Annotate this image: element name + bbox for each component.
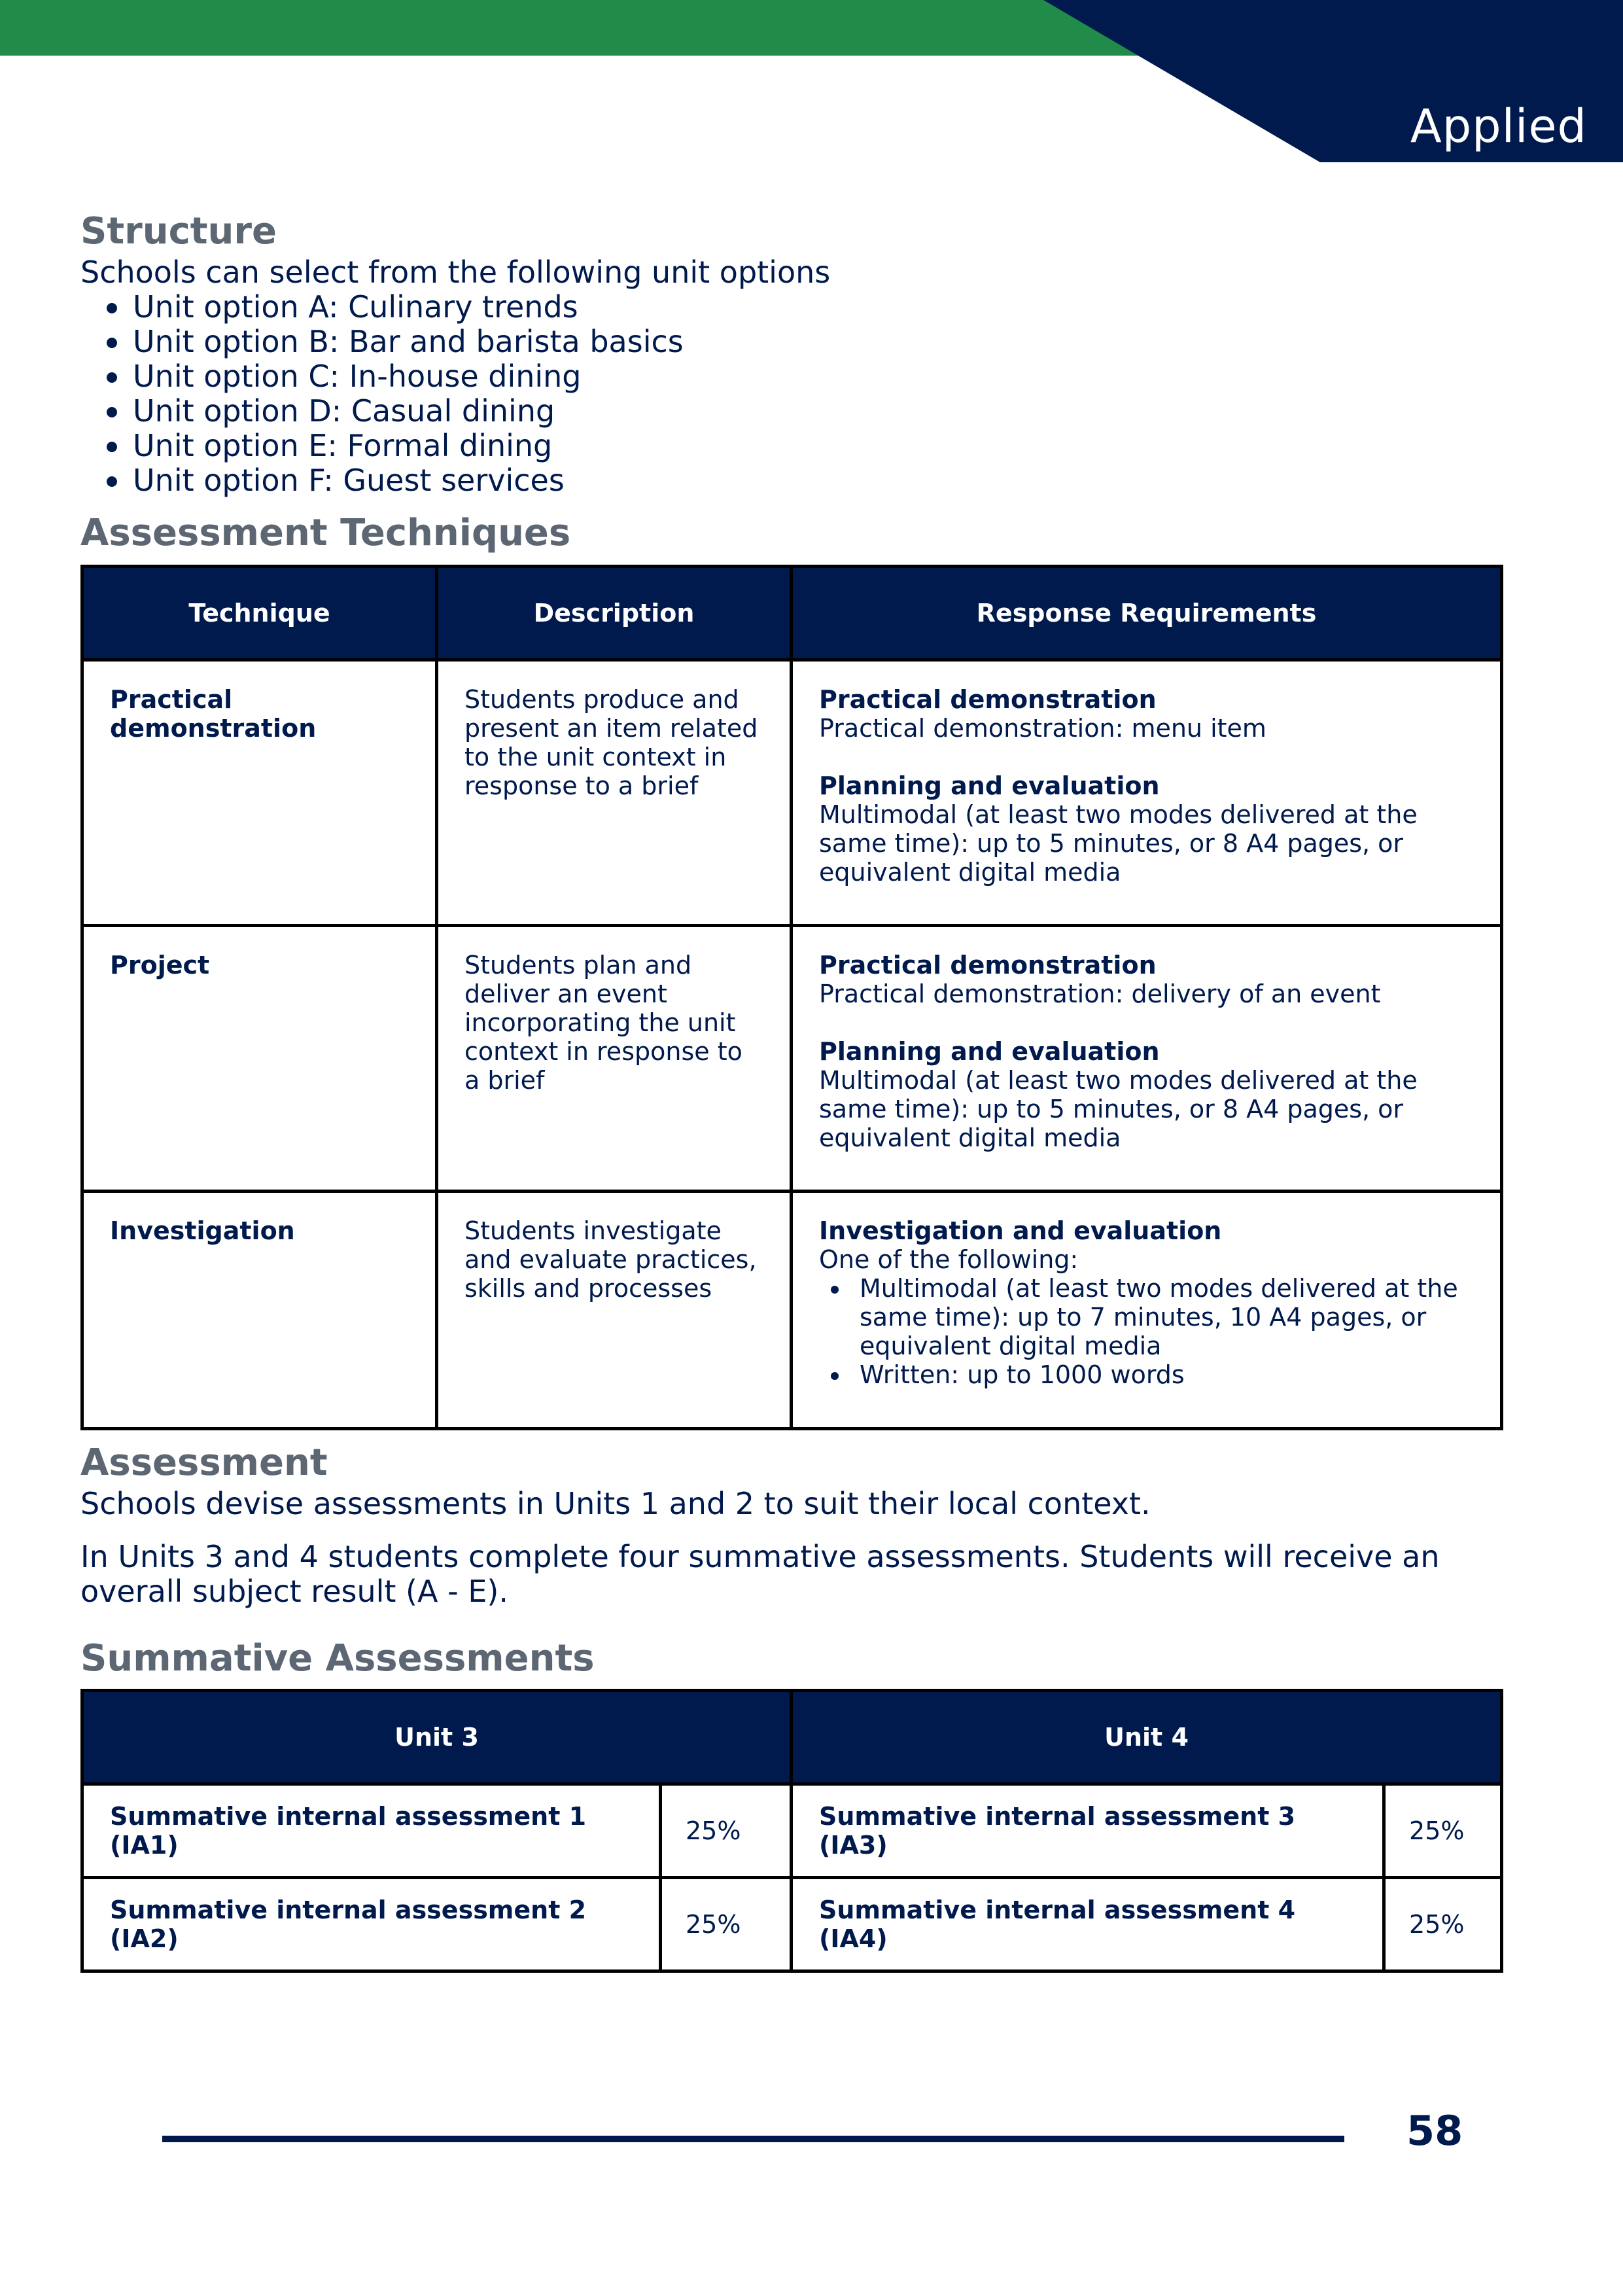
technique-cell: Project [82,926,437,1192]
req-title: Planning and evaluation [819,1037,1160,1066]
list-item: Multimodal (at least two modes delivered at the same time): up to 7 minutes, 10 A4 pages, or equivalent digital media [860,1274,1474,1360]
list-item: Unit option E: Formal dining [103,429,1500,463]
table-row [82,660,1502,926]
list-item: Unit option F: Guest services [103,463,1500,498]
req-list [819,1274,1474,1389]
assessment-label: Summative internal assessment 3 (IA3) [792,1784,1384,1878]
table-row [82,1878,1502,1971]
structure-intro: Schools can select from the following unit options [80,255,831,290]
response-cell [792,660,1502,926]
assessment-weight: 25% [661,1784,792,1878]
description-cell: Students produce and present an item related to the unit context in response to a brief [437,660,792,926]
summative-heading: Summative Assessments [80,1637,595,1680]
list-item: Unit option C: In-house dining [103,359,1500,394]
summative-table [80,1689,1503,1973]
assessment-label: Summative internal assessment 1 (IA1) [82,1784,661,1878]
table-header-row [82,567,1502,660]
unit-options-list [80,290,1500,498]
banner-green-stripe [0,0,1138,56]
table-row [82,1192,1502,1429]
req-title: Practical demonstration [819,685,1157,714]
assessment-weight: 25% [1384,1784,1502,1878]
req-text: Practical demonstration: delivery of an event [819,980,1381,1008]
table-header-row [82,1691,1502,1784]
column-header-unit3: Unit 3 [82,1691,792,1784]
req-title: Practical demonstration [819,951,1157,980]
assessment-heading: Assessment [80,1441,328,1484]
req-text: One of the following: [819,1245,1079,1274]
list-item: Unit option B: Bar and barista basics [103,325,1500,359]
assessment-label: Summative internal assessment 2 (IA2) [82,1878,661,1971]
techniques-table [80,565,1503,1430]
list-item: Written: up to 1000 words [860,1360,1474,1389]
assessment-weight: 25% [661,1878,792,1971]
column-header-unit4: Unit 4 [792,1691,1502,1784]
response-cell [792,926,1502,1192]
page-number: 58 [1406,2107,1463,2155]
req-text: Practical demonstration: menu item [819,714,1266,743]
column-header-technique: Technique [82,567,437,660]
technique-cell: Investigation [82,1192,437,1429]
column-header-response: Response Requirements [792,567,1502,660]
list-item: Unit option A: Culinary trends [103,290,1500,325]
assessment-weight: 25% [1384,1878,1502,1971]
req-title: Planning and evaluation [819,771,1160,800]
response-cell [792,1192,1502,1429]
assessment-para-2: In Units 3 and 4 students complete four summative assessments. Students will receive an overall subject result (A - E). [80,1539,1440,1609]
assessment-para-1: Schools devise assessments in Units 1 and 2 to suit their local context. [80,1486,1151,1521]
header-banner [0,0,1623,164]
req-title: Investigation and evaluation [819,1216,1222,1245]
list-item: Unit option D: Casual dining [103,394,1500,429]
description-cell: Students plan and deliver an event incorporating the unit context in response to a brief [437,926,792,1192]
req-text: Multimodal (at least two modes delivered at the same time): up to 5 minutes, or 8 A4 pages, or equivalent digital media [819,1066,1418,1152]
structure-heading: Structure [80,210,277,253]
assessment-label: Summative internal assessment 4 (IA4) [792,1878,1384,1971]
table-row [82,1784,1502,1878]
techniques-heading: Assessment Techniques [80,512,571,554]
description-cell: Students investigate and evaluate practices, skills and processes [437,1192,792,1429]
technique-cell: Practical demonstration [82,660,437,926]
header-label: Applied [1410,99,1587,153]
footer-divider [162,2136,1344,2142]
table-row [82,926,1502,1192]
req-text: Multimodal (at least two modes delivered at the same time): up to 5 minutes, or 8 A4 pages, or equivalent digital media [819,800,1418,887]
page-content [80,208,1500,1973]
column-header-description: Description [437,567,792,660]
